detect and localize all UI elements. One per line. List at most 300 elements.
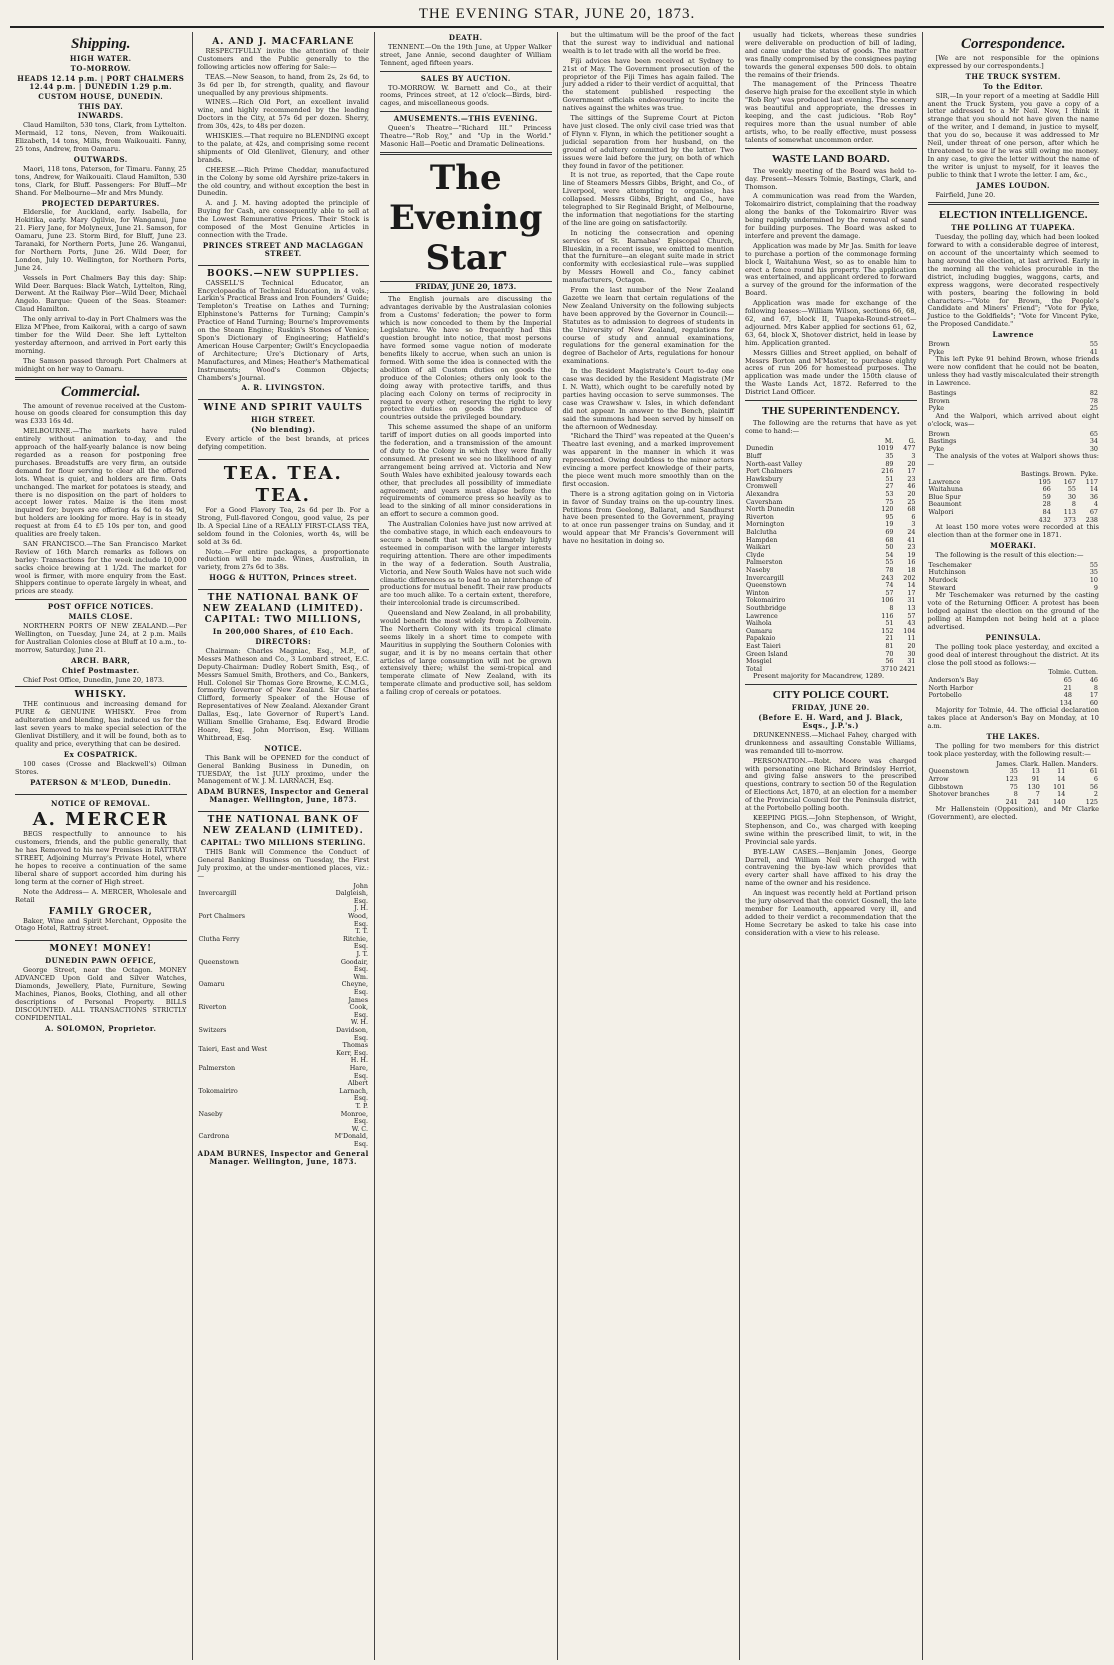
row-value: 66 xyxy=(1042,485,1051,494)
this-day-label: THIS DAY. xyxy=(78,101,124,111)
lakes-text: The polling for two members for this district took place yesterday, with the following result:— xyxy=(927,742,1099,758)
row-value: 11 xyxy=(1057,767,1066,776)
lakes-note: Mr Hallenstein (Opposition), and Mr Clarke (Government), are elected. xyxy=(927,805,1099,822)
row-value: John Dalgleish, Esq. xyxy=(335,881,368,905)
news-paragraph: There is a strong agitation going on in Victoria in favor of Sunday trains on the up-country lines. Petitions from Geelong, Ballarat, and Sandhurst have been presented to the Government, praying to at once run passenger trains on Sunday, and it would appear that Mr Francis's Government will have no hesitation in doing so. xyxy=(562,489,734,546)
to-editor: To the Editor. xyxy=(983,81,1044,91)
divider xyxy=(380,71,552,72)
divider xyxy=(928,202,1100,205)
commercial-heading: Commercial. xyxy=(60,383,141,400)
whisky-title: WHISKY. xyxy=(74,690,127,701)
peninsula-heading: PENINSULA. xyxy=(985,632,1042,642)
row-value: 65 xyxy=(1089,429,1098,438)
row-label: Pyke xyxy=(928,347,945,356)
bank-place-row xyxy=(198,1019,370,1042)
lakes-heading: THE LAKES. xyxy=(986,732,1041,742)
row-value: 50 xyxy=(885,543,894,552)
row-value: Wm. Cheyne, Esq. xyxy=(341,972,368,996)
books-title: BOOKS.—NEW SUPPLIES. xyxy=(206,268,360,279)
news-paragraph: but the ultimatum will be the proof of the fact that the surest way to individual and national wealth is to let trade with all the world be free. xyxy=(562,32,734,55)
tide-times: HEADS 12.14 p.m. | PORT CHALMERS 12.44 p.m. | DUNEDIN 1.29 p.m. xyxy=(17,73,185,91)
row-value: 241 xyxy=(1005,797,1018,806)
row-value: 9 xyxy=(1093,583,1098,592)
row-value: 6 xyxy=(911,512,916,521)
row-value: W. H. Davidson, Esq. xyxy=(336,1018,368,1042)
row-value: 120 xyxy=(881,505,894,514)
projected-heading: PROJECTED DEPARTURES. xyxy=(41,198,160,208)
bank-place-row xyxy=(198,1080,370,1103)
row-label: Palmerston xyxy=(198,1063,236,1072)
row-label: Bastings xyxy=(928,437,957,446)
news-paragraph: usually had tickets, whereas these sundries were deliverable on production of bill of lading, and came under the status of goods. The matter was finally compromised by the consignees paying towards the general expenses 500 dols. to obtain the remains of their friends. xyxy=(745,32,917,79)
row-value: H. H. Hare, Esq. xyxy=(349,1056,368,1080)
table-row xyxy=(928,341,1100,349)
row-value: 13 xyxy=(907,603,916,612)
row-value: 2 xyxy=(1093,790,1098,799)
row-label: Brown xyxy=(928,340,950,349)
bank-place-row xyxy=(198,1103,370,1126)
row-label: Invercargill xyxy=(746,573,784,582)
row-value: 4 xyxy=(1093,500,1098,509)
bank-place-row xyxy=(198,928,370,951)
row-value: 89 xyxy=(885,459,894,468)
steamer-text: The only arrival to-day in Port Chalmers was the Eliza M'Phee, from Kaikorai, with a cargo of sawn timber for the Wild Deer. She left Lyttelton yesterday afternoon, and arrived in Port early this morning. xyxy=(15,315,187,355)
commercial-text: MELBOURNE.—The markets have ruled entirely without animation to-day, and the approach of the half-yearly balance is now being regarded as a reason for postponing free purchases. Breadstuffs are very firm, an outside demand for flour serving to clear all the offered lots. Wheat is quiet, and holders are firm. Oats unchanged. The market for potatoes is steady, and there is no disposition on the part of holders to accept lower rates. Maize is the item most inquired for; buyers are offering 4s 6d to 4s 9d, but holders are looking for more. Hay is in steady request at from £4 to £5 10s per ton, and good qualities are freely taken. xyxy=(15,427,187,539)
row-value: 25 xyxy=(907,497,916,506)
row-label: Queenstown xyxy=(746,581,787,590)
row-label: Southbridge xyxy=(746,603,787,612)
sales-text: TO-MORROW. W. Barnett and Co., at their rooms, Princes street, at 12 o'clock—Birds, bird-cages, and miscellaneous goods. xyxy=(380,83,552,108)
bank-place-row xyxy=(198,905,370,928)
row-value: 19 xyxy=(885,520,894,529)
row-value: 23 xyxy=(907,543,916,552)
police-bench: (Before E. H. Ward, and J. Black, Esqs., J.P.'s.) xyxy=(758,713,904,730)
row-value: 241 xyxy=(1027,797,1040,806)
row-value: 53 xyxy=(885,490,894,499)
row-value: 46 xyxy=(907,482,916,491)
row-value: 51 xyxy=(885,474,894,483)
police-paragraph: BYE-LAW CASES.—Benjamin Jones, George Darrell, and William Neil were charged with contravening the bye-law which provides that every carter shall have affixed to his dray the name of the owner and his residence. xyxy=(745,847,917,888)
election-heading: ELECTION INTELLIGENCE. xyxy=(938,209,1088,222)
row-value: 46 xyxy=(1089,676,1098,684)
row-value: 20 xyxy=(907,459,916,468)
row-value: 82 xyxy=(1089,388,1098,397)
row-value: 67 xyxy=(1089,508,1098,517)
row-label: Mornington xyxy=(746,520,785,529)
truck-signature: JAMES LOUDON. xyxy=(976,180,1050,190)
bank-place-row xyxy=(198,883,370,906)
row-value: 57 xyxy=(885,588,894,597)
bank-place-row xyxy=(198,1042,370,1057)
row-value: 20 xyxy=(907,490,916,499)
row-value: 54 xyxy=(885,550,894,559)
mails-close-heading: MAILS CLOSE. xyxy=(68,612,133,622)
row-value: Manders. xyxy=(1067,759,1098,768)
tomorrow-label: TO-MORROW. xyxy=(70,63,131,73)
editorial-paragraph: The Australian Colonies have just now arrived at the combative stage, in which each endeavours to secure a benefit that will be ultimately lightly esteemed in comparison with the larger interests requiring attention. There are other impediments in the way of a federation. South Australia, Victoria, and New South Wales have not such wide climatic differences as to lead to an interchange of productions for mutual benefit. Their raw products are too much alike. To a certain extent, therefore, their intercolonial trade is circumscribed. xyxy=(380,520,552,608)
row-value: 123 xyxy=(1005,775,1018,783)
pawn-ad xyxy=(15,940,187,1037)
analysis-table xyxy=(928,471,1100,524)
bank-capital: CAPITAL: TWO MILLIONS, xyxy=(204,615,362,626)
row-value: 30 xyxy=(1067,492,1076,501)
books-signature: A. R. LIVINGSTON. xyxy=(241,383,326,393)
police-paragraph: PERSONATION.—Robt. Moore was charged with personating one Richard Brindsley Herriot, and giving false answers to the prescribed questions, contrary to section 50 of the Regulation of Elections Act, 1870, at an election for a member of the Provincial Council for the Peninsula district, at the Portobello polling booth. xyxy=(745,756,917,813)
death-heading: DEATH. xyxy=(448,33,483,42)
row-value: 28 xyxy=(1042,500,1051,509)
edition-date: FRIDAY, JUNE 20, 1873. xyxy=(380,281,552,293)
row-value: 106 xyxy=(881,596,894,605)
peninsula-text: The polling took place yesterday, and excited a good deal of interest throughout the district. At its close the poll stood as follows:— xyxy=(927,642,1099,667)
wines-text: WINES.—Rich Old Port, an excellent invalid wine, and highly recommended by the leading Doctors in the City, at 57s 6d per dozen. Sherry, from 30s, 42s, to 48s per dozen. xyxy=(197,98,369,131)
tuapeka-text: Tuesday, the polling day, which had been looked forward to with a considerable degree of interest, on account of the uncertainty which seemed to hang around the election, at last arrived. Early in the morning all the vehicles procurable in the district, including buggies, waggons, carts, and express waggons, were decorated respectively with posters, bearing the following in bold characters:—"Vote for Brown, the People's Candidate and Miners' Friend"; "Vote for Pyke, Justice to the Goldfields"; "Vote for Vincent Pyke, the Proposed Candidate." xyxy=(927,233,1099,329)
divider xyxy=(745,400,917,401)
row-label: Arrow xyxy=(928,775,949,783)
row-value: 55 xyxy=(1067,485,1076,494)
row-label: Riverton xyxy=(198,1003,227,1012)
row-label: Cromwell xyxy=(746,482,778,491)
waste-paragraph: Application was made for exchange of the following leases:—William Wilson, sections 66, 68, 62, and 67, block II, Tuapeka-Round-street—adjourned. Mrs Kaber applied for sections 61, 62, 63, 64, block X, Shotover district, held in lease by him. Application granted. xyxy=(745,299,917,347)
moeraki-table xyxy=(928,562,1100,592)
total-label: Total xyxy=(746,664,763,673)
row-value: 167 xyxy=(1063,477,1076,486)
row-value: 17 xyxy=(907,588,916,597)
row-value: M. xyxy=(884,436,894,445)
row-value: 113 xyxy=(1063,508,1076,517)
wine-title: WINE AND SPIRIT VAULTS xyxy=(203,403,364,414)
row-value: 55 xyxy=(885,558,894,567)
row-value: 3 xyxy=(911,452,916,461)
row-value: 19 xyxy=(907,550,916,559)
news-paragraph: Fiji advices have been received at Sydney to 21st of May. The Government prosecution of the proprietor of the Fiji Times has again failed. The jury added a rider to their verdict of acquittal, that the statement published respecting the Government officials endeavouring to incite the natives against the whites was true. xyxy=(562,56,734,113)
row-value: 78 xyxy=(1089,396,1098,405)
row-label: Clutha Ferry xyxy=(198,934,240,943)
divider xyxy=(15,377,187,380)
row-value: 8 xyxy=(889,603,894,612)
row-value: Thomas Kerr, Esq. xyxy=(336,1041,368,1057)
row-value: 68 xyxy=(885,535,894,544)
row-label: Mosgiel xyxy=(746,657,772,666)
pawn-text: George Street, near the Octagon. MONEY ADVANCED Upon Gold and Silver Watches, Diamonds, Jewellery, Plate, Furniture, Sewing Machines, Pianos, Books, Clothing, and all other descriptions of Personal Property. BILLS DISCOUNTED. ALL TRANSACTIONS STRICTLY CONFIDENTIAL. xyxy=(15,966,187,1022)
row-value: 65 xyxy=(1063,676,1072,684)
column-2 xyxy=(193,32,376,1660)
row-value: W. C. M'Donald, Esq. xyxy=(334,1124,369,1148)
national-bank-ad xyxy=(198,589,370,809)
row-label: Caversham xyxy=(746,497,783,506)
row-value: T. T. Ritchie, Esq. xyxy=(343,927,368,951)
row-value: 18 xyxy=(907,565,916,574)
row-value: 216 xyxy=(881,467,894,476)
row-value: James Cook, Esq. xyxy=(348,995,368,1019)
row-value: 55 xyxy=(1089,340,1098,349)
bank-directors: Chairman: Charles Magniac, Esq., M.P., of Messrs Matheson and Co., 3 Lombard street, E.C. Deputy-Chairman: Dudley Robert Smith, Esq., of Messrs Samuel Smith, Brothers, and Co., Bankers, Hull. Colonel Sir Thomas Gore Browne, K.C.M.G., formerly Governor of New Zealand. Sir Charles Clifford, formerly Speaker of the House of Representatives of New Zealand. Alexander Grant Dallas, Esq., late Governor of Rupert's Land. William Smellie Grahame, Esq. Edward Brodie Hoare, Esq. John Morrison, Esq. William Whitbread, Esq. xyxy=(197,646,369,742)
waste-paragraph: The weekly meeting of the Board was held to-day. Present—Messrs Tolmie, Bastings, Clark, and Thomson. xyxy=(745,166,917,191)
lakes-table xyxy=(928,761,1100,807)
row-value: 14 xyxy=(1057,775,1066,783)
moeraki-text: The following is the result of this election:— xyxy=(935,550,1084,559)
bastings-text: This left Pyke 91 behind Brown, whose friends were now confident that he could not be beaten, unless they had vastly miscalculated their strength in Lawrence. xyxy=(927,355,1099,387)
row-label: Switzers xyxy=(198,1025,227,1034)
mercer-name: A. MERCER xyxy=(32,809,169,831)
row-label: Naseby xyxy=(198,1109,223,1118)
row-value: 57 xyxy=(907,611,916,620)
row-label: North Harbor xyxy=(928,683,974,692)
table-row xyxy=(928,390,1100,398)
truck-place: Fairfield, June 20. xyxy=(935,190,996,199)
row-value: 74 xyxy=(885,581,894,590)
pawn-title: DUNEDIN PAWN OFFICE, xyxy=(45,956,157,966)
row-value: 432 xyxy=(1038,515,1051,524)
column-1 xyxy=(10,32,193,1660)
money-title: MONEY! MONEY! xyxy=(49,944,153,955)
national-bank-ad-2 xyxy=(198,811,370,1171)
row-value: 30 xyxy=(907,649,916,658)
row-value: Tolmie. xyxy=(1048,668,1072,677)
divider xyxy=(15,599,187,600)
row-label: Lawrence xyxy=(746,611,778,620)
row-label: Brown xyxy=(928,396,950,405)
row-value: 477 xyxy=(903,444,916,453)
whisky-ex: Ex COSPATRICK. xyxy=(63,749,138,759)
mercer-note: Note the Address— A. MERCER, Wholesale and Retail xyxy=(15,887,187,904)
row-value: 104 xyxy=(903,626,916,635)
moeraki-heading: MOERAKI. xyxy=(990,541,1037,551)
analysis-heading: The analysis of the votes at Walpori shows thus:— xyxy=(927,452,1099,469)
samson-text: The Samson passed through Port Chalmers at midnight on her way to Oamaru. xyxy=(15,356,187,373)
waste-paragraph: Application was made by Mr Jas. Smith for leave to purchase a portion of the commonage forming block I, Waitahuna West, so as to enable him to erect a fence round his property. The application was entertained, and applicant ordered to forward a survey of the ground for the information of the Board. xyxy=(745,241,917,298)
row-value: 27 xyxy=(885,482,894,491)
columns xyxy=(10,32,1104,1660)
row-value: Bastings. xyxy=(1020,470,1051,479)
bank2-signature: ADAM BURNES, Inspector and General Manager. Wellington, June, 1873. xyxy=(197,1149,369,1167)
post-signature-place: Chief Post Office, Dunedin, June 20, 1873. xyxy=(23,675,165,684)
removal-title: NOTICE OF REMOVAL. xyxy=(51,798,151,808)
row-label: North Dunedin xyxy=(746,505,795,514)
row-value: 36 xyxy=(1089,492,1098,501)
tea-text: For a Good Flavory Tea, 2s 6d per lb. For a Strong, Full-flavored Congou, good value, 2s per lb. A Special Line of a REALLY FIRST-CLASS TEA, seldom found in the Colonies, worth 4s, will be sold at 3s 6d. xyxy=(197,505,369,546)
shipping-heading: Shipping. xyxy=(70,36,131,52)
post-signature: ARCH. BARR, xyxy=(71,655,131,665)
tea-title: TEA. TEA. TEA. xyxy=(223,462,343,506)
bank-place-row xyxy=(198,1126,370,1149)
row-value: 84 xyxy=(1042,508,1051,517)
family-grocer: FAMILY GROCER, xyxy=(48,906,153,917)
row-value: 13 xyxy=(1031,767,1040,776)
row-value: 95 xyxy=(885,512,894,521)
news-paragraph: The management of the Princess Theatre deserve high praise for the excellent style in which "Rob Roy" was produced last evening. The scenery was beautiful and appropriate, the dresses in keeping, and the cast judicious. "Rob Roy" requires more than the usual number of able artists, who, to be really effective, must possess talents of somewhat uncommon order. xyxy=(745,80,917,144)
macfarlane-title: A. AND J. MACFARLANE xyxy=(212,37,355,47)
row-value: 11 xyxy=(907,634,916,643)
correspondence-heading: Correspondence. xyxy=(960,36,1066,52)
row-value: 140 xyxy=(1053,797,1066,806)
row-value: 56 xyxy=(885,657,894,666)
row-value: T. P. Monroe, Esq. xyxy=(340,1101,368,1126)
news-paragraph: In the Resident Magistrate's Court to-day one case was decided by the Resident Magistrate (Mr I. N. Watt), which ought to be carefully noted by parties having occasion to serve summonses. The case was Crawshaw v. Isles, in which defendant did not appear. In answer to the Bench, plaintiff said the summons had been served by himself on the afternoon of Wednesday. xyxy=(562,367,734,431)
row-label: Gibbstown xyxy=(928,782,964,791)
row-value: 34 xyxy=(1089,437,1098,446)
superintendency-intro: The following are the returns that have as yet come to hand:— xyxy=(745,419,917,435)
news-paragraph: The sittings of the Supreme Court at Picton have just closed. The only civil case tried was that of Flynn v. Flynn, in which the petitioner sought a judicial separation from her husband, on the ground of adultery committed by the latter. Two issues were laid before the jury, on both of which they found in favor of the petitioner. xyxy=(562,114,734,170)
amusements-heading: AMUSEMENTS.—THIS EVENING. xyxy=(393,114,538,124)
row-label: Steward xyxy=(928,583,956,592)
row-label: Hawksbury xyxy=(746,474,783,483)
row-label: Tokomairiro xyxy=(746,596,786,605)
evening-text: And the Walpori, which arrived about eight o'clock, was— xyxy=(927,411,1099,428)
superintendency-table xyxy=(745,438,917,666)
row-value: Brown. xyxy=(1052,470,1076,479)
row-label: Beaumont xyxy=(928,500,962,509)
bank-directors-heading: DIRECTORS: xyxy=(255,637,312,647)
row-value: 43 xyxy=(907,619,916,628)
grocer-text: Baker, Wine and Spirit Merchant, Opposite the Otago Hotel, Rattray street. xyxy=(15,916,187,933)
row-value: 41 xyxy=(1089,347,1098,356)
row-value: 14 xyxy=(1089,485,1098,494)
row-value: 117 xyxy=(1085,477,1098,486)
bank-place-row xyxy=(198,997,370,1020)
row-value: 16 xyxy=(907,558,916,567)
bank-place-row xyxy=(198,974,370,997)
row-label: Teschemaker xyxy=(928,560,972,569)
row-value: Hallen. xyxy=(1041,759,1066,768)
row-value: 152 xyxy=(881,626,894,635)
books-ad xyxy=(198,265,370,398)
row-value: 10 xyxy=(1089,576,1098,585)
row-label: Bluff xyxy=(746,452,762,461)
row-value: James. xyxy=(996,759,1018,768)
row-value: 23 xyxy=(907,474,916,483)
row-value: J. T. Goodair, Esq. xyxy=(340,950,368,974)
bank-notice: This Bank will be OPENED for the conduct of General Banking Business in Dunedin, on TUESDAY, the 1st JULY proximo, under the Management of W. J. M. LARNACH, Esq. xyxy=(197,753,369,786)
present-majority: Present majority for Macandrew, 1289. xyxy=(753,672,885,681)
row-label: Portobello xyxy=(928,691,962,700)
column-6 xyxy=(923,32,1105,1660)
row-label: Naseby xyxy=(746,565,771,574)
tuapeka-heading: THE POLLING AT TUAPEKA. xyxy=(951,223,1076,233)
bank-notice-signature: ADAM BURNES, Inspector and General Manager. Wellington, June, 1873. xyxy=(197,787,369,805)
row-value: 31 xyxy=(907,596,916,605)
row-value: 125 xyxy=(1085,797,1098,806)
row-label: Lawrence xyxy=(928,477,961,486)
bank-places-table xyxy=(198,883,370,1149)
truck-heading: THE TRUCK SYSTEM. xyxy=(965,71,1061,81)
police-court-heading: CITY POLICE COURT. xyxy=(772,689,889,702)
row-value: G. xyxy=(908,436,916,445)
row-label: Clyde xyxy=(746,550,765,559)
row-value: 31 xyxy=(907,657,916,666)
books-text: CASSELL'S Technical Educator, an Encyclopaedia of Technical Education, in 4 vols.; Larkin's Practical Brass and Iron Founders' Guide; Templeton's Treatise on Lathes and Turning; Elphinstone's Patterns for Turning; Campin's Practice of Hand Turning; Bourne's Improvements on the Steam Engine; Ruskin's Stones of Venice; Spon's Dictionary of Engineering; Hatfield's American House Carpenter; Gwilt's Encyclopaedia of Architecture; Ure's Dictionary of Arts, Manufactures, and Mines; Heather's Mathematical Instruments; Wood's Common Objects; Chambers's Journal. xyxy=(197,278,369,382)
commercial-text: The amount of revenue received at the Custom-house on goods cleared for consumption this day was £333 16s 4d. xyxy=(15,401,187,426)
news-paragraph: It is not true, as reported, that the Cape route line of Steamers Messrs Gibbs, Bright, and Co., of Liverpool, were attempting to organise, has collapsed. Messrs Gibbs, Bright, and Co., have telegraphed to Sir Reginald Bright, of Melbourne, the information that negotiations for the starting of the line are going on satisfactorily. xyxy=(562,171,734,227)
bank2-title: THE NATIONAL BANK OF NEW ZEALAND (LIMITED). xyxy=(202,815,364,837)
wine-text: Every article of the best brands, at prices defying competition. xyxy=(197,435,369,452)
tea-signature: HOGG & HUTTON, Princes street. xyxy=(209,573,358,583)
divider xyxy=(380,111,552,112)
row-value: 70 xyxy=(885,649,894,658)
editorial-paragraph: The English journals are discussing the advantages derivable by the Australasian colonies from a Customs' federation; the power to form which is now conceded to them by the Imperial Legislature. We have so frequently had this question brought into notice, that most persons have formed some vague notion of moderate benefits likely to accrue, when such an union is formed. With some the idea is connected with the abolition of all Custom duties on goods the produce of the Colonies; others only look to the doing away with protective tariffs, and thus placing each Colony on terms of reciprocity in regard to every other, reserving the right to levy protective duties on goods the produce of countries outside the privileged boundary. xyxy=(380,294,552,422)
cheese-text: CHEESE.—Rich Prime Cheddar, manufactured in the Colony by some old Ayrshire prize-takers in the old country, and without exception the best in Dunedin. xyxy=(197,165,369,198)
moeraki-note: Mr Teschemaker was returned by the casting vote of the Returning Officer. A protest has been lodged against the election on the ground of the polling at Hampden not being held at a place advertised. xyxy=(927,591,1099,631)
police-paragraph: KEEPING PIGS.—John Stephenson, of Wright, Stephenson, and Co., was charged with keeping swine within the prescribed limit, to wit, in the Provincial sale yards. xyxy=(745,813,917,846)
row-value: 91 xyxy=(1031,775,1040,783)
results-table xyxy=(928,431,1100,454)
post-office-heading: POST OFFICE NOTICES. xyxy=(47,602,154,612)
row-label: Invercargill xyxy=(198,889,237,898)
row-value: Albert Larnach, Esq. xyxy=(339,1079,368,1103)
row-value: 69 xyxy=(885,528,894,536)
column-3 xyxy=(375,32,558,1660)
row-value: 134 xyxy=(1059,698,1072,707)
waste-paragraph: A communication was read from the Warden, Tokomairiro district, complaining that the roadway along the banks of the Tokomairiro River was being rapidly undermined by the removal of sand for building purposes. The Board was asked to interfere and prevent the damage. xyxy=(745,192,917,240)
teas-text: TEAS.—New Season, to hand, from 2s, 2s 6d, to 3s 6d per lb, for strength, quality, and flavour unequalled by any previous shipments. xyxy=(197,72,369,97)
outwards-heading: OUTWARDS. xyxy=(73,154,128,164)
row-value: 59 xyxy=(1042,492,1051,501)
bank-shares: In 200,000 Shares, of £10 Each. xyxy=(212,627,354,637)
row-value: 14 xyxy=(1057,790,1066,799)
total-value: 3710 2421 xyxy=(880,664,916,673)
tea-ad xyxy=(198,459,370,587)
outwards-text: Maori, 118 tons, Paterson, for Timaru. Fanny, 25 tons, Andrew, for Waikouaiti. Claud Hamilton, 530 tons, Clark, for Bluff. Passengers: For Bluff—Mr Shand. For Melbourne—Mr and Mrs Mundy. xyxy=(15,164,187,197)
no-blending: (No blending). xyxy=(251,425,316,435)
divider xyxy=(745,684,917,685)
superintendency-heading: THE SUPERINTENDENCY. xyxy=(761,405,900,418)
row-value: 81 xyxy=(885,641,894,650)
truck-letter: SIR,—In your report of a meeting at Saddle Hill anent the Truck System, you gave a copy of a letter addressed to a Mr Neil. Now, I think it strange that you should not have given the name of the writer, and I demand, in justice to myself, that you do so, because it was addressed to Mr Neil, under threat of one person, after which he threatened to sue if he was still owing me money. In any case, to give the letter without the name of the writer is unjust to myself, for it leaves the public to think that I wrote the letter. I am, &c., xyxy=(927,91,1099,179)
row-label: Hutchinson xyxy=(928,568,966,577)
row-label: Port Chalmers xyxy=(198,912,246,921)
news-paragraph: From the last number of the New Zealand Gazette we learn that certain regulations of the New Zealand University on the following subjects have been approved by the Governor in Council:—Statutes as to admission to degrees of students in the University of New Zealand, regulations for course of study and annual examinations, regulations for the general examination for the degree of Bachelor of Arts, regulations for honour examinations. xyxy=(562,286,734,366)
row-value: 130 xyxy=(1027,782,1040,791)
row-label: Shotover branches xyxy=(928,790,990,799)
death-text: TENNENT.—On the 19th June, at Upper Walker street, Jane Annie, second daughter of William Tennent, aged fifteen years. xyxy=(380,42,552,67)
macfarlane-note: A. and J. M. having adopted the principle of Buying for Cash, are consequently able to sell at the Lowest Remunerative Prices. Their Stock is composed of the Most Genuine Articles in connection with the Trade. xyxy=(197,199,369,239)
amusements-text: Queen's Theatre—"Richard III." Princess Theatre—"Rob Roy," and "Up in the World." Masonic Hall—Poetic and Dramatic Delineations. xyxy=(380,124,552,148)
inwards-text: Claud Hamilton, 530 tons, Clark, from Lyttelton. Mermaid, 12 tons, Neven, from Waikouaiti. Elizabeth, 14 tons, Mills, from Waikouaiti. Fanny, 25 tons, Andrew, from Oamaru. xyxy=(15,121,187,154)
evening-star-title: The Evening Star xyxy=(389,157,543,278)
row-value: 35 xyxy=(1009,767,1018,776)
row-label: Waikari xyxy=(746,543,771,552)
row-value: 35 xyxy=(885,452,894,461)
high-street: HIGH STREET. xyxy=(251,415,316,425)
row-value: 25 xyxy=(1089,404,1098,413)
row-label: Cardrona xyxy=(198,1132,230,1141)
police-paragraph: An inquest was recently held at Portland prison the jury observed that the convict Gosnell, the late member for Leamouth, appeared very ill, and added to their verdict a recommendation that the Home Secretary be asked to take his case into consideration with a view to his release. xyxy=(745,889,917,937)
post-text: NORTHERN PORTS OF NEW ZEALAND.—Per Wellington, on Tuesday, June 24, at 2 p.m. Mails for Australian Colonies close at Bluff at 10 a.m., to-morrow, Saturday, June 21. xyxy=(15,622,187,654)
police-paragraph: DRUNKENNESS.—Michael Fahey, charged with drunkenness and assaulting Constable Williams, was remanded till to-morrow. xyxy=(745,730,917,755)
row-value: 60 xyxy=(1089,698,1098,707)
row-value: 195 xyxy=(1038,477,1051,486)
row-value: 35 xyxy=(1089,568,1098,577)
row-value: Cutten. xyxy=(1073,668,1098,677)
whisky-signature: PATERSON & M'LEOD, Dunedin. xyxy=(30,777,172,787)
row-value: 41 xyxy=(907,535,916,544)
row-label: Brown xyxy=(928,429,950,438)
row-label: North-east Valley xyxy=(746,459,803,468)
whisky-cases: 100 cases (Crosse and Blackwell's) Oilman Stores. xyxy=(15,759,187,776)
bank-notice-heading: NOTICE. xyxy=(264,743,303,753)
row-value: 75 xyxy=(885,497,894,506)
results-table xyxy=(928,390,1100,413)
row-value: 20 xyxy=(907,641,916,650)
row-label: Anderson's Bay xyxy=(928,676,979,684)
results-table xyxy=(928,341,1100,356)
waste-land-heading: WASTE LAND BOARD. xyxy=(771,152,890,165)
news-paragraph: In noticing the consecration and opening services of St. Barnabas' Episcopal Church, Blueskin, in a recent issue, we omitted to mention that the furniture—an elegant suite made in strict conformity with ecclesiastical rule—was supplied by Messrs Howell and Co., fancy cabinet manufacturers, Octagon. xyxy=(562,228,734,285)
row-label: Papakaio xyxy=(746,634,776,643)
row-value: 373 xyxy=(1063,515,1076,524)
row-label: Winton xyxy=(746,588,770,597)
macfarlane-text: RESPECTFULLY invite the attention of their Customers and the Public generally to the following articles now offering for Sale:— xyxy=(197,47,369,71)
row-value: 61 xyxy=(1089,767,1098,776)
